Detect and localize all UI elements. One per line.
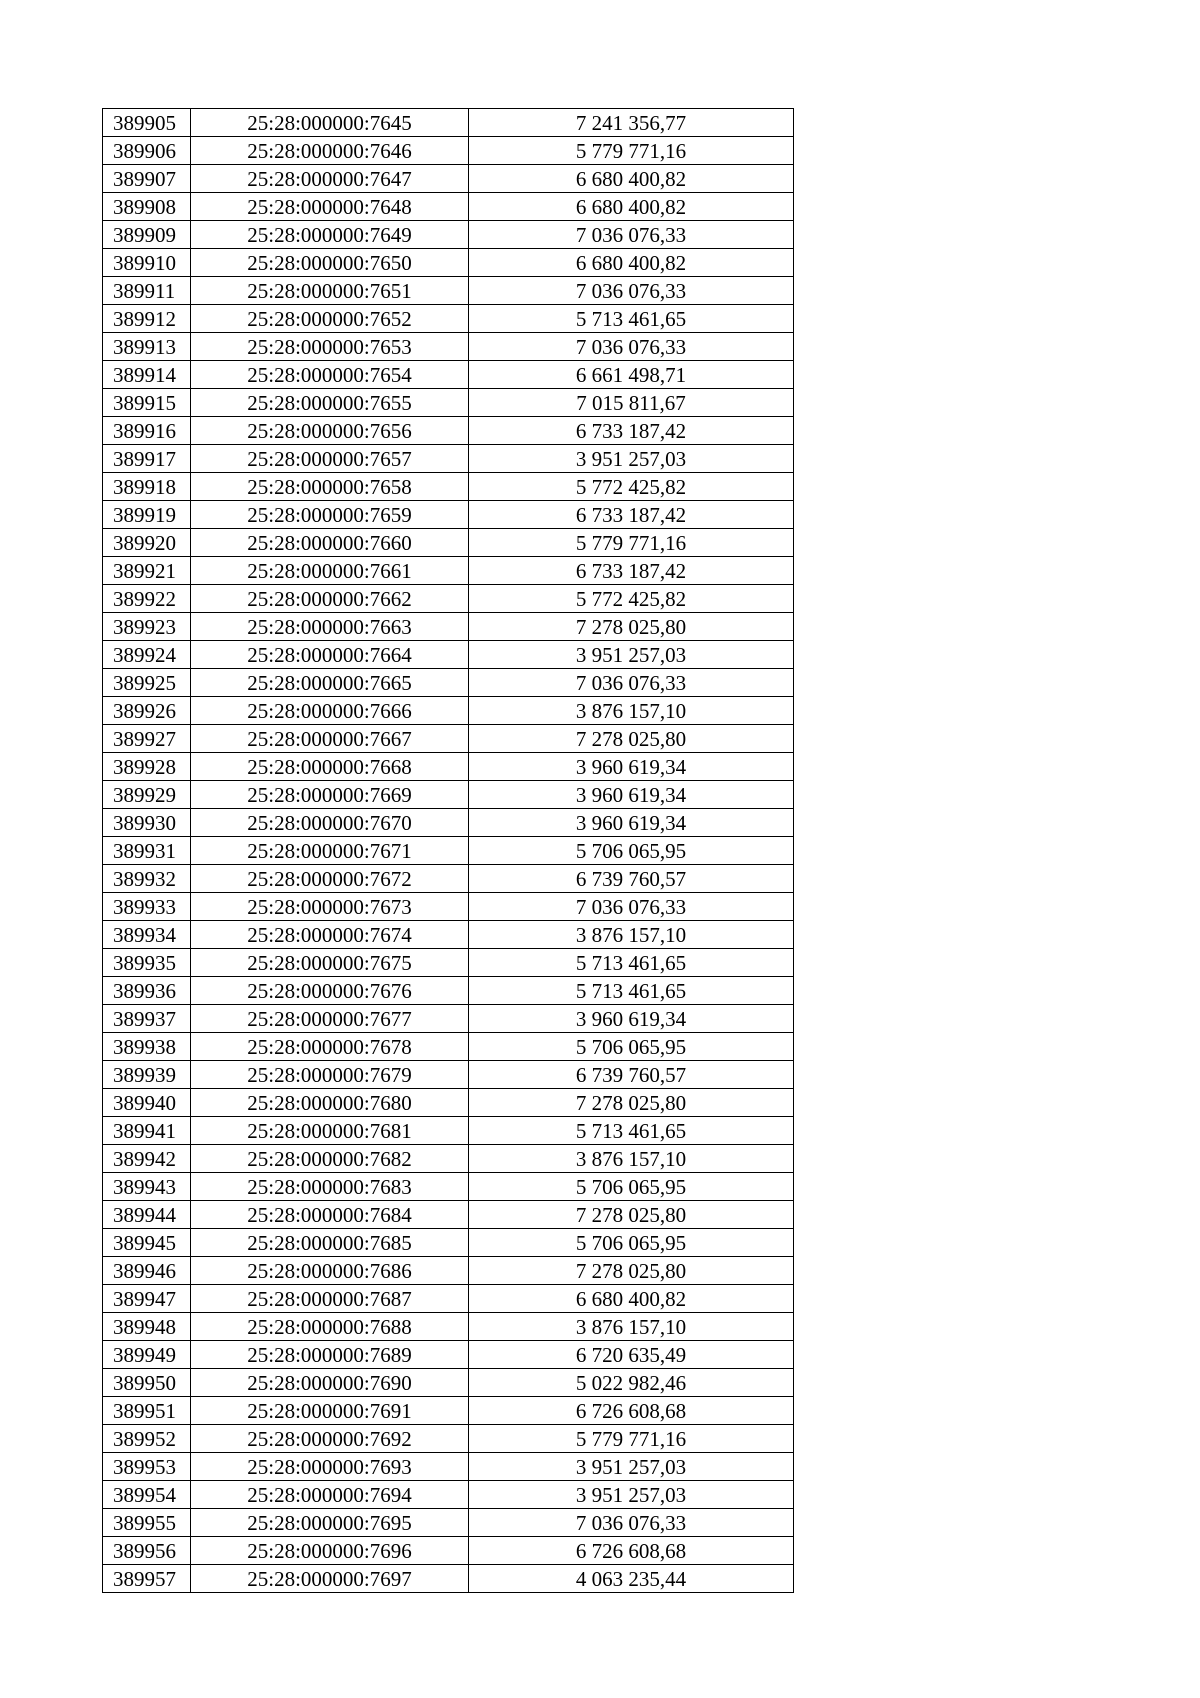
row-number-cell: 389918 [103,473,191,501]
table-row [103,781,794,809]
value-cell: 3 876 157,10 [469,1313,794,1341]
cadastral-number-cell: 25:28:000000:7670 [191,809,469,837]
table-row [103,613,794,641]
cadastral-number-cell: 25:28:000000:7653 [191,333,469,361]
table-row [103,193,794,221]
cadastral-number-cell: 25:28:000000:7679 [191,1061,469,1089]
cadastral-number-cell: 25:28:000000:7689 [191,1341,469,1369]
table-row [103,473,794,501]
cadastral-number-cell: 25:28:000000:7686 [191,1257,469,1285]
value-cell: 7 036 076,33 [469,893,794,921]
value-cell: 7 036 076,33 [469,277,794,305]
row-number-cell: 389954 [103,1481,191,1509]
row-number-cell: 389933 [103,893,191,921]
table-row [103,1537,794,1565]
cadastral-number-cell: 25:28:000000:7654 [191,361,469,389]
row-number-cell: 389913 [103,333,191,361]
table-row [103,361,794,389]
row-number-cell: 389922 [103,585,191,613]
row-number-cell: 389944 [103,1201,191,1229]
table-row [103,1397,794,1425]
value-cell: 3 960 619,34 [469,781,794,809]
table-row [103,137,794,165]
table-row [103,1229,794,1257]
value-cell: 6 733 187,42 [469,417,794,445]
table-row [103,809,794,837]
table-row [103,641,794,669]
table-row [103,333,794,361]
table-row [103,1509,794,1537]
table-row [103,669,794,697]
value-cell: 7 015 811,67 [469,389,794,417]
cadastral-number-cell: 25:28:000000:7685 [191,1229,469,1257]
row-number-cell: 389955 [103,1509,191,1537]
row-number-cell: 389909 [103,221,191,249]
value-cell: 7 278 025,80 [469,1089,794,1117]
cadastral-number-cell: 25:28:000000:7659 [191,501,469,529]
value-cell: 5 779 771,16 [469,137,794,165]
value-cell: 6 739 760,57 [469,1061,794,1089]
value-cell: 7 278 025,80 [469,1201,794,1229]
cadastral-number-cell: 25:28:000000:7665 [191,669,469,697]
row-number-cell: 389930 [103,809,191,837]
table-row [103,305,794,333]
table-row [103,165,794,193]
value-cell: 7 036 076,33 [469,1509,794,1537]
row-number-cell: 389917 [103,445,191,473]
row-number-cell: 389907 [103,165,191,193]
table-row [103,529,794,557]
table-row [103,1453,794,1481]
cadastral-number-cell: 25:28:000000:7667 [191,725,469,753]
table-row [103,865,794,893]
value-cell: 5 713 461,65 [469,949,794,977]
cadastral-number-cell: 25:28:000000:7676 [191,977,469,1005]
row-number-cell: 389945 [103,1229,191,1257]
cadastral-number-cell: 25:28:000000:7697 [191,1565,469,1593]
value-cell: 4 063 235,44 [469,1565,794,1593]
cadastral-number-cell: 25:28:000000:7663 [191,613,469,641]
cadastral-number-cell: 25:28:000000:7678 [191,1033,469,1061]
table-row [103,585,794,613]
cadastral-number-cell: 25:28:000000:7661 [191,557,469,585]
value-cell: 7 278 025,80 [469,1257,794,1285]
value-cell: 7 278 025,80 [469,613,794,641]
row-number-cell: 389912 [103,305,191,333]
table-row [103,893,794,921]
table-row [103,417,794,445]
row-number-cell: 389915 [103,389,191,417]
row-number-cell: 389951 [103,1397,191,1425]
value-cell: 7 278 025,80 [469,725,794,753]
row-number-cell: 389914 [103,361,191,389]
row-number-cell: 389946 [103,1257,191,1285]
row-number-cell: 389928 [103,753,191,781]
table-row [103,1089,794,1117]
row-number-cell: 389926 [103,697,191,725]
value-cell: 3 960 619,34 [469,753,794,781]
value-cell: 6 680 400,82 [469,165,794,193]
value-cell: 3 876 157,10 [469,921,794,949]
row-number-cell: 389936 [103,977,191,1005]
table-row [103,1341,794,1369]
row-number-cell: 389957 [103,1565,191,1593]
table-row [103,949,794,977]
row-number-cell: 389948 [103,1313,191,1341]
cadastral-number-cell: 25:28:000000:7692 [191,1425,469,1453]
cadastral-number-cell: 25:28:000000:7664 [191,641,469,669]
table-row [103,977,794,1005]
cadastral-number-cell: 25:28:000000:7696 [191,1537,469,1565]
table-row [103,921,794,949]
cadastral-number-cell: 25:28:000000:7684 [191,1201,469,1229]
value-cell: 5 779 771,16 [469,1425,794,1453]
value-cell: 3 951 257,03 [469,1481,794,1509]
value-cell: 6 680 400,82 [469,249,794,277]
table-row [103,1033,794,1061]
cadastral-number-cell: 25:28:000000:7680 [191,1089,469,1117]
value-cell: 7 036 076,33 [469,333,794,361]
value-cell: 5 706 065,95 [469,837,794,865]
cadastral-number-cell: 25:28:000000:7662 [191,585,469,613]
row-number-cell: 389908 [103,193,191,221]
row-number-cell: 389950 [103,1369,191,1397]
cadastral-number-cell: 25:28:000000:7672 [191,865,469,893]
table-row [103,697,794,725]
table-row [103,109,794,137]
row-number-cell: 389919 [103,501,191,529]
value-cell: 5 713 461,65 [469,977,794,1005]
table-row [103,1117,794,1145]
table-row [103,277,794,305]
cadastral-number-cell: 25:28:000000:7675 [191,949,469,977]
cadastral-number-cell: 25:28:000000:7647 [191,165,469,193]
row-number-cell: 389920 [103,529,191,557]
row-number-cell: 389941 [103,1117,191,1145]
value-cell: 6 680 400,82 [469,193,794,221]
table-row [103,1369,794,1397]
row-number-cell: 389924 [103,641,191,669]
cadastral-number-cell: 25:28:000000:7671 [191,837,469,865]
value-cell: 5 713 461,65 [469,305,794,333]
row-number-cell: 389953 [103,1453,191,1481]
table-row [103,389,794,417]
table-row [103,1257,794,1285]
table-body [103,109,794,1593]
cadastral-number-cell: 25:28:000000:7691 [191,1397,469,1425]
table-row [103,1425,794,1453]
cadastral-number-cell: 25:28:000000:7646 [191,137,469,165]
row-number-cell: 389938 [103,1033,191,1061]
cadastral-number-cell: 25:28:000000:7669 [191,781,469,809]
table-row [103,1173,794,1201]
value-cell: 5 779 771,16 [469,529,794,557]
row-number-cell: 389932 [103,865,191,893]
row-number-cell: 389937 [103,1005,191,1033]
cadastral-number-cell: 25:28:000000:7682 [191,1145,469,1173]
cadastral-number-cell: 25:28:000000:7681 [191,1117,469,1145]
cadastral-number-cell: 25:28:000000:7668 [191,753,469,781]
cadastral-number-cell: 25:28:000000:7677 [191,1005,469,1033]
table-row [103,1313,794,1341]
value-cell: 3 951 257,03 [469,641,794,669]
cadastral-number-cell: 25:28:000000:7649 [191,221,469,249]
row-number-cell: 389929 [103,781,191,809]
row-number-cell: 389940 [103,1089,191,1117]
cadastral-number-cell: 25:28:000000:7660 [191,529,469,557]
table-row [103,837,794,865]
table-row [103,501,794,529]
row-number-cell: 389905 [103,109,191,137]
value-cell: 6 739 760,57 [469,865,794,893]
row-number-cell: 389927 [103,725,191,753]
cadastral-number-cell: 25:28:000000:7651 [191,277,469,305]
table-row [103,753,794,781]
row-number-cell: 389956 [103,1537,191,1565]
row-number-cell: 389943 [103,1173,191,1201]
value-cell: 5 022 982,46 [469,1369,794,1397]
cadastral-number-cell: 25:28:000000:7648 [191,193,469,221]
cadastral-number-cell: 25:28:000000:7656 [191,417,469,445]
value-cell: 3 876 157,10 [469,1145,794,1173]
table-row [103,1005,794,1033]
cadastral-number-cell: 25:28:000000:7666 [191,697,469,725]
table-row [103,725,794,753]
value-cell: 6 680 400,82 [469,1285,794,1313]
value-cell: 7 036 076,33 [469,221,794,249]
value-cell: 6 726 608,68 [469,1397,794,1425]
table-row [103,1285,794,1313]
row-number-cell: 389952 [103,1425,191,1453]
value-cell: 3 960 619,34 [469,1005,794,1033]
row-number-cell: 389949 [103,1341,191,1369]
value-cell: 3 951 257,03 [469,445,794,473]
value-cell: 5 706 065,95 [469,1173,794,1201]
value-cell: 5 706 065,95 [469,1229,794,1257]
row-number-cell: 389935 [103,949,191,977]
cadastral-number-cell: 25:28:000000:7688 [191,1313,469,1341]
value-cell: 6 733 187,42 [469,501,794,529]
cadastral-number-cell: 25:28:000000:7693 [191,1453,469,1481]
row-number-cell: 389916 [103,417,191,445]
value-cell: 7 036 076,33 [469,669,794,697]
cadastral-number-cell: 25:28:000000:7655 [191,389,469,417]
row-number-cell: 389947 [103,1285,191,1313]
table-row [103,249,794,277]
cadastral-number-cell: 25:28:000000:7645 [191,109,469,137]
row-number-cell: 389921 [103,557,191,585]
cadastral-number-cell: 25:28:000000:7652 [191,305,469,333]
table-row [103,1061,794,1089]
table-row [103,1481,794,1509]
cadastral-number-cell: 25:28:000000:7683 [191,1173,469,1201]
row-number-cell: 389911 [103,277,191,305]
cadastral-number-cell: 25:28:000000:7687 [191,1285,469,1313]
table-row [103,1145,794,1173]
row-number-cell: 389934 [103,921,191,949]
cadastral-number-cell: 25:28:000000:7650 [191,249,469,277]
value-cell: 3 951 257,03 [469,1453,794,1481]
row-number-cell: 389925 [103,669,191,697]
row-number-cell: 389910 [103,249,191,277]
row-number-cell: 389942 [103,1145,191,1173]
row-number-cell: 389923 [103,613,191,641]
value-cell: 7 241 356,77 [469,109,794,137]
row-number-cell: 389939 [103,1061,191,1089]
value-cell: 6 726 608,68 [469,1537,794,1565]
table-row [103,1565,794,1593]
value-cell: 5 772 425,82 [469,473,794,501]
value-cell: 3 960 619,34 [469,809,794,837]
cadastral-number-cell: 25:28:000000:7657 [191,445,469,473]
value-cell: 5 713 461,65 [469,1117,794,1145]
table-row [103,445,794,473]
value-cell: 6 720 635,49 [469,1341,794,1369]
row-number-cell: 389931 [103,837,191,865]
cadastral-number-cell: 25:28:000000:7673 [191,893,469,921]
table-row [103,557,794,585]
value-cell: 5 706 065,95 [469,1033,794,1061]
cadastral-number-cell: 25:28:000000:7690 [191,1369,469,1397]
cadastral-number-cell: 25:28:000000:7674 [191,921,469,949]
value-cell: 6 661 498,71 [469,361,794,389]
cadastral-value-table [102,108,794,1593]
row-number-cell: 389906 [103,137,191,165]
cadastral-number-cell: 25:28:000000:7658 [191,473,469,501]
table-row [103,1201,794,1229]
value-cell: 5 772 425,82 [469,585,794,613]
cadastral-number-cell: 25:28:000000:7695 [191,1509,469,1537]
value-cell: 3 876 157,10 [469,697,794,725]
cadastral-number-cell: 25:28:000000:7694 [191,1481,469,1509]
table-row [103,221,794,249]
value-cell: 6 733 187,42 [469,557,794,585]
